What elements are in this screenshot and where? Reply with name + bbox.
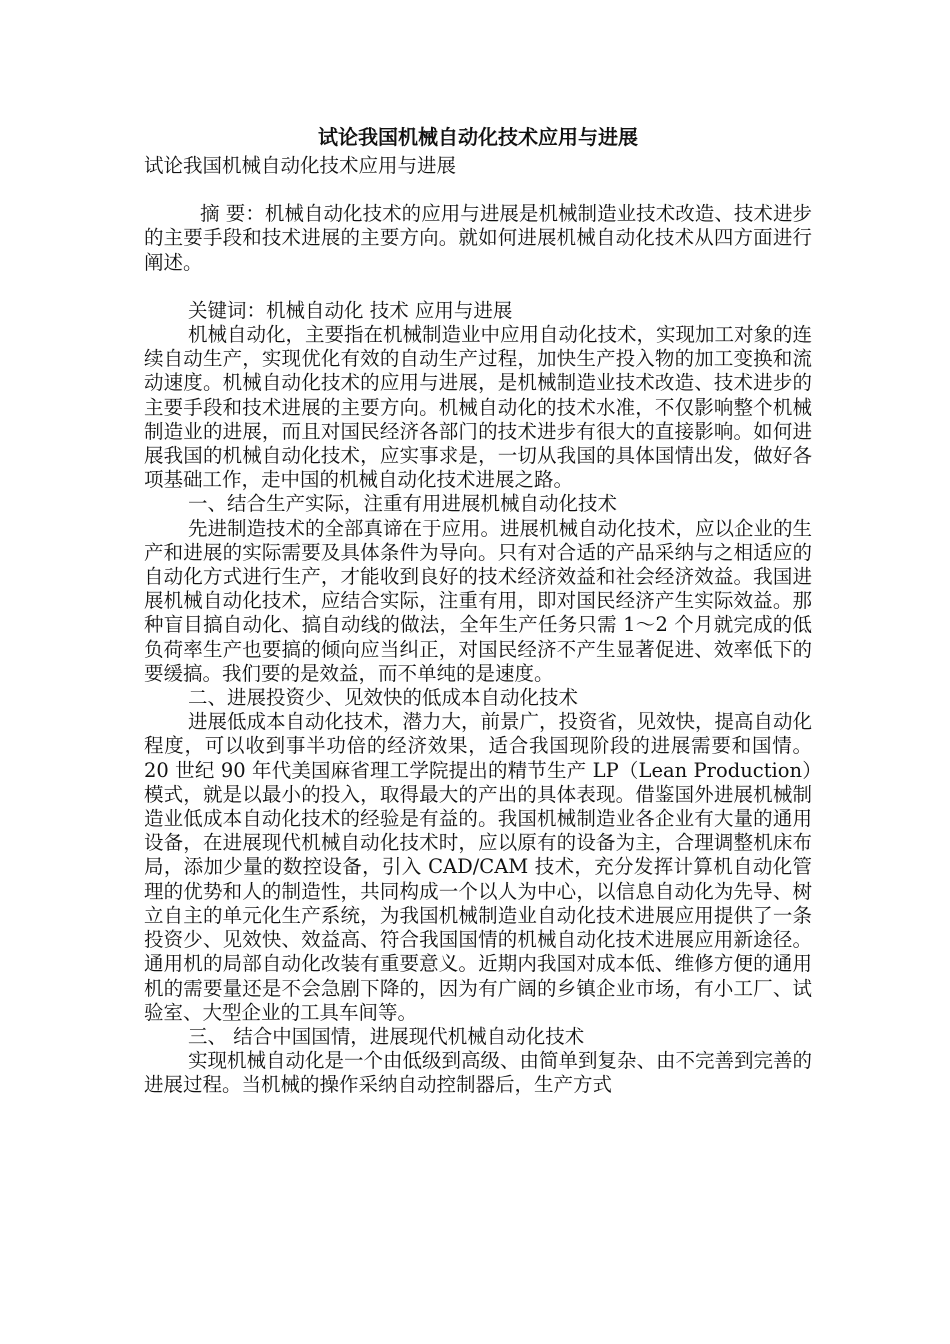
intro-paragraph: 机械自动化，主要指在机械制造业中应用自动化技术，实现加工对象的连续自动生产，实现优化有效的自动生产过程，加快生产投入物的加工变换和流动速度。机械自动化技术的应用与进展，是机械制造业技术改造、技术进步的主要手段和技术进展的主要方向。机械自动化的技术水准，不仅影响整个机械制造业的进展，而且对国民经济各部门的技术进步有很大的直接影响。如何进展我国的机械自动化技术，应实事求是，一切从我国的具体国情出发，做好各项基础工作，走中国的机械自动化技术进展之路。: [144, 323, 813, 492]
abstract-paragraph: 摘 要：机械自动化技术的应用与进展是机械制造业技术改造、技术进步的主要手段和技术进展的主要方向。就如何进展机械自动化技术从四方面进行阐述。: [144, 202, 812, 274]
section-heading-3: 三、 结合中国国情，进展现代机械自动化技术: [188, 1024, 585, 1048]
section-heading-2: 二、进展投资少、见效快的低成本自动化技术: [188, 686, 579, 710]
document-body: [144, 122, 812, 1098]
document-subtitle: 试论我国机械自动化技术应用与进展: [144, 154, 457, 177]
blank-line: [144, 275, 812, 299]
document-title: 试论我国机械自动化技术应用与进展: [318, 125, 638, 149]
section-body-1: 先进制造技术的全部真谛在于应用。进展机械自动化技术，应以企业的生产和进展的实际需要及具体条件为导向。只有对合适的产品采纳与之相适应的自动化方式进行生产，才能收到良好的技术经济效益和社会经济效益。我国进展机械自动化技术，应结合实际，注重有用，即对国民经济产生实际效益。那种盲目搞自动化、搞自动线的做法，全年生产任务只需 1～2 个月就完成的低负荷率生产也要搞的倾向应当纠正，对国民经济不产生显著促进、效率低下的要缓搞。我们要的是效益，而不单纯的是速度。: [144, 516, 813, 685]
keywords-line: 关键词：机械自动化 技术 应用与进展: [188, 298, 513, 322]
section-body-2: 进展低成本自动化技术，潜力大，前景广，投资省，见效快，提高自动化程度，可以收到事半功倍的经济效果，适合我国现阶段的进展需要和国情。20 世纪 90 年代美国麻省理工学院提出的精节生产 LP（Lean Production）模式，就是以最小的投入，取得最大的产出的具体表现。借鉴国外进展机械制造业低成本自动化技术的经验是有益的。我国机械制造业各企业有大量的通用设备，在进展现代机械自动化技术时，应以原有的设备为主，合理调整机床布局，添加少量的数控设备，引入 CAD/CAM 技术，充分发挥计算机自动化管理的优势和人的制造性，共同构成一个以人为中心，以信息自动化为先导、树立自主的单元化生产系统，为我国机械制造业自动化技术进展应用提供了一条投资少、见效快、效益高、符合我国国情的机械自动化技术进展应用新途径。通用机的局部自动化改装有重要意义。近期内我国对成本低、维修方便的通用机的需要量还是不会急剧下降的，因为有广阔的乡镇企业市场，有小工厂、试验室、大型企业的工具车间等。: [144, 710, 813, 1024]
blank-line: [144, 178, 812, 202]
section-body-3: 实现机械自动化是一个由低级到高级、由简单到复杂、由不完善到完善的进展过程。当机械的操作采纳自动控制器后，生产方式: [144, 1049, 813, 1097]
section-heading-1: 一、结合生产实际，注重有用进展机械自动化技术: [188, 492, 618, 516]
